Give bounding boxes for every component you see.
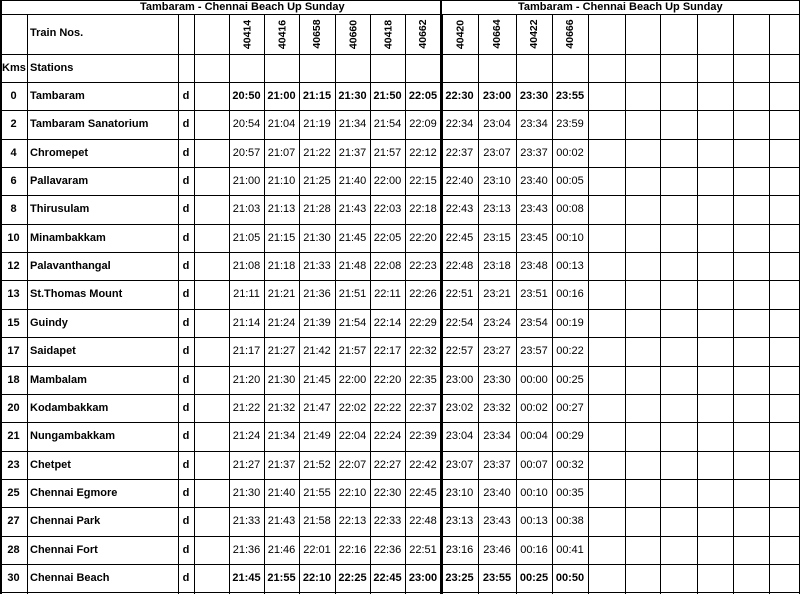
departure-time: 21:43 [267, 515, 296, 528]
departure-time: 21:11 [233, 288, 260, 301]
departure-time: 22:05 [408, 90, 438, 102]
departure-time: 22:00 [373, 175, 402, 188]
departure-time: 23:43 [483, 515, 511, 528]
departure-time: 21:19 [303, 118, 331, 131]
km-value: 8 [10, 203, 17, 216]
departure-time: 21:30 [338, 90, 367, 102]
departure-time: 23:07 [483, 146, 511, 159]
departure-time: 00:02 [556, 146, 584, 159]
departure-time: 22:25 [338, 571, 367, 584]
departure-time: 22:26 [409, 288, 437, 301]
departure-time: 21:13 [267, 203, 296, 216]
departure-time: 00:02 [520, 401, 548, 414]
train-number: 40414 [240, 19, 253, 49]
departure-time: 23:10 [445, 486, 474, 499]
stations-label: Stations [30, 62, 74, 74]
row-divider [0, 422, 800, 423]
departure-time: 20:54 [232, 118, 261, 131]
station-name: Kodambakkam [30, 401, 109, 414]
departure-time: 21:40 [338, 175, 367, 188]
departure-time: 00:13 [556, 260, 584, 273]
departure-time: 22:17 [373, 345, 402, 358]
departure-time: 21:10 [267, 175, 296, 188]
km-value: 23 [7, 458, 20, 471]
row-divider [0, 280, 800, 281]
departure-time: 23:55 [482, 571, 512, 584]
row-divider [0, 309, 800, 310]
departure-time: 23:13 [445, 515, 474, 528]
row-divider [0, 139, 800, 140]
row-divider [0, 110, 800, 111]
departure-time: 23:10 [483, 175, 511, 188]
departure-time: 22:40 [445, 175, 474, 188]
column-divider [27, 14, 28, 594]
departure-time: 23:07 [445, 458, 474, 471]
departure-time: 22:57 [445, 345, 474, 358]
departure-time: 23:21 [483, 288, 511, 301]
departure-time: 22:24 [373, 430, 402, 443]
departure-time: 21:15 [267, 231, 296, 244]
kms-label: Kms [2, 62, 26, 74]
train-number: 40664 [491, 19, 503, 49]
km-value: 28 [7, 543, 20, 556]
departure-time: 21:07 [267, 146, 296, 159]
departure-time: 21:58 [303, 515, 331, 528]
departure-time: 22:20 [409, 231, 437, 244]
departure-time: 22:48 [409, 515, 437, 528]
departure-time: 23:30 [519, 90, 549, 102]
km-value: 2 [10, 118, 17, 131]
row-divider [0, 451, 800, 452]
departure-marker: d [182, 175, 190, 188]
departure-time: 22:27 [373, 458, 402, 471]
departure-time: 21:25 [303, 175, 331, 188]
departure-time: 23:59 [556, 118, 584, 131]
departure-time: 23:40 [483, 486, 511, 499]
departure-time: 22:45 [373, 571, 402, 584]
column-divider [660, 14, 661, 594]
departure-time: 23:27 [483, 345, 511, 358]
top-border [0, 0, 800, 1]
departure-time: 21:49 [303, 430, 331, 443]
departure-time: 00:27 [556, 401, 584, 414]
train-number: 40660 [346, 19, 359, 49]
departure-time: 21:22 [232, 401, 261, 414]
departure-time: 21:00 [267, 90, 296, 102]
departure-time: 21:36 [232, 543, 261, 556]
departure-time: 22:48 [445, 260, 474, 273]
train-number: 40416 [275, 19, 288, 49]
departure-time: 00:32 [556, 458, 584, 471]
station-name: Saidapet [30, 345, 76, 358]
station-name: Pallavaram [30, 175, 89, 188]
station-name: Chetpet [30, 458, 71, 471]
departure-time: 21:00 [232, 175, 261, 188]
departure-time: 22:51 [409, 543, 437, 556]
km-value: 0 [10, 90, 17, 102]
departure-time: 21:55 [303, 486, 331, 499]
departure-time: 22:45 [445, 231, 474, 244]
departure-time: 00:35 [556, 486, 584, 499]
departure-time: 21:30 [232, 486, 261, 499]
departure-time: 23:45 [520, 231, 548, 244]
train-number: 40422 [528, 19, 540, 49]
departure-time: 21:27 [232, 458, 261, 471]
departure-time: 21:33 [303, 260, 331, 273]
departure-time: 23:16 [445, 543, 474, 556]
departure-time: 00:38 [556, 515, 584, 528]
departure-time: 22:05 [373, 231, 402, 244]
departure-time: 22:23 [409, 260, 437, 273]
departure-marker: d [182, 260, 190, 273]
km-value: 27 [7, 515, 20, 528]
departure-time: 22:03 [373, 203, 402, 216]
departure-time: 22:07 [338, 458, 367, 471]
departure-time: 23:37 [520, 146, 548, 159]
departure-time: 00:50 [555, 571, 585, 584]
row-divider [0, 366, 800, 367]
km-value: 20 [7, 401, 20, 414]
station-name: Guindy [30, 316, 68, 329]
departure-time: 21:33 [232, 515, 261, 528]
station-name: Chennai Fort [30, 543, 98, 556]
departure-marker: d [182, 288, 190, 301]
departure-time: 00:05 [556, 175, 584, 188]
departure-time: 22:04 [338, 430, 367, 443]
departure-time: 23:04 [445, 430, 474, 443]
departure-marker: d [182, 515, 190, 528]
departure-marker: d [182, 90, 190, 102]
departure-time: 22:18 [409, 203, 437, 216]
departure-time: 22:54 [445, 316, 474, 329]
departure-time: 21:54 [373, 118, 402, 131]
departure-time: 21:08 [232, 260, 261, 273]
left-title: Tambaram - Chennai Beach Up Sunday [140, 1, 345, 13]
train-number: 40418 [381, 19, 394, 49]
train-number: 40658 [311, 19, 323, 49]
departure-time: 20:57 [232, 146, 261, 159]
departure-time: 21:47 [303, 401, 331, 414]
km-value: 13 [7, 288, 20, 301]
departure-time: 22:33 [373, 515, 402, 528]
departure-time: 21:57 [373, 146, 402, 159]
row-divider [0, 394, 800, 395]
departure-time: 23:55 [555, 90, 585, 102]
row-divider [0, 536, 800, 537]
departure-time: 22:37 [409, 401, 437, 414]
station-name: Thirusulam [30, 203, 90, 216]
departure-time: 21:30 [303, 231, 331, 244]
column-divider [625, 14, 626, 594]
departure-time: 21:45 [338, 231, 367, 244]
departure-time: 23:54 [520, 316, 548, 329]
departure-time: 22:00 [338, 373, 367, 386]
departure-time: 21:51 [338, 288, 367, 301]
departure-time: 21:37 [338, 146, 367, 159]
km-value: 21 [7, 430, 20, 443]
departure-time: 21:27 [267, 345, 296, 358]
row-divider [0, 54, 800, 55]
km-value: 17 [7, 345, 20, 358]
km-value: 30 [7, 571, 20, 584]
departure-time: 23:15 [483, 231, 511, 244]
departure-time: 00:41 [556, 543, 584, 556]
departure-marker: d [182, 458, 190, 471]
departure-time: 23:00 [445, 373, 474, 386]
departure-time: 21:24 [232, 430, 261, 443]
departure-time: 23:40 [520, 175, 548, 188]
departure-time: 21:05 [232, 231, 261, 244]
row-divider [0, 224, 800, 225]
departure-time: 00:25 [519, 571, 549, 584]
departure-time: 23:34 [520, 118, 548, 131]
km-value: 4 [10, 146, 17, 159]
departure-time: 21:34 [338, 118, 367, 131]
departure-time: 23:13 [483, 203, 511, 216]
departure-time: 21:17 [232, 345, 261, 358]
departure-time: 23:57 [520, 345, 548, 358]
departure-time: 22:36 [373, 543, 402, 556]
departure-time: 22:09 [409, 118, 437, 131]
km-value: 15 [7, 316, 20, 329]
departure-time: 22:08 [373, 260, 402, 273]
departure-time: 21:30 [267, 373, 296, 386]
departure-time: 21:21 [267, 288, 296, 301]
departure-time: 00:04 [520, 430, 548, 443]
km-value: 18 [7, 373, 20, 386]
row-divider [0, 167, 800, 168]
departure-time: 23:43 [520, 203, 548, 216]
departure-time: 22:14 [373, 316, 402, 329]
train-number: 40666 [564, 19, 576, 49]
departure-time: 22:30 [373, 486, 402, 499]
departure-time: 21:04 [267, 118, 296, 131]
departure-marker: d [182, 486, 190, 499]
station-name: Chromepet [30, 146, 89, 159]
departure-time: 00:22 [556, 345, 584, 358]
departure-marker: d [182, 430, 190, 443]
departure-time: 21:14 [232, 316, 261, 329]
column-divider [194, 14, 195, 594]
km-value: 10 [7, 231, 20, 244]
departure-time: 23:18 [483, 260, 511, 273]
column-divider [769, 14, 770, 594]
departure-marker: d [182, 401, 190, 414]
departure-time: 22:20 [373, 373, 402, 386]
station-name: Chennai Park [30, 515, 101, 528]
departure-time: 22:32 [409, 345, 437, 358]
departure-time: 23:04 [483, 118, 511, 131]
departure-time: 22:35 [409, 373, 437, 386]
departure-time: 22:22 [373, 401, 402, 414]
column-divider [588, 14, 589, 594]
station-name: Tambaram [30, 90, 85, 102]
departure-time: 22:51 [445, 288, 474, 301]
departure-marker: d [182, 118, 190, 131]
station-name: Mambalam [30, 373, 87, 386]
station-name: Minambakkam [30, 231, 106, 244]
departure-time: 00:25 [556, 373, 584, 386]
departure-time: 23:32 [483, 401, 511, 414]
station-name: Chennai Egmore [30, 486, 118, 499]
departure-time: 21:43 [338, 203, 367, 216]
departure-time: 00:07 [520, 458, 548, 471]
departure-time: 23:00 [482, 90, 512, 102]
column-divider [733, 14, 734, 594]
departure-time: 22:11 [374, 288, 401, 301]
km-value: 12 [7, 260, 20, 273]
departure-time: 22:10 [338, 486, 367, 499]
departure-time: 21:50 [373, 90, 402, 102]
departure-time: 22:29 [409, 316, 437, 329]
departure-time: 22:45 [409, 486, 437, 499]
departure-marker: d [182, 571, 190, 584]
row-divider [0, 252, 800, 253]
departure-time: 21:22 [303, 146, 331, 159]
train-number: 40420 [453, 19, 466, 49]
departure-time: 21:48 [338, 260, 367, 273]
row-divider [0, 564, 800, 565]
departure-time: 22:10 [302, 571, 332, 584]
departure-time: 21:24 [267, 316, 296, 329]
departure-time: 22:12 [409, 146, 437, 159]
departure-time: 22:43 [445, 203, 474, 216]
departure-time: 23:46 [483, 543, 511, 556]
departure-time: 21:32 [267, 401, 296, 414]
departure-time: 22:42 [409, 458, 437, 471]
row-divider [0, 592, 800, 593]
station-name: Nungambakkam [30, 430, 115, 443]
row-divider [0, 82, 800, 83]
departure-time: 21:45 [303, 373, 331, 386]
departure-time: 22:34 [445, 118, 474, 131]
departure-marker: d [182, 373, 190, 386]
row-divider [0, 479, 800, 480]
departure-time: 21:28 [303, 203, 331, 216]
departure-time: 00:10 [556, 231, 584, 244]
departure-marker: d [182, 316, 190, 329]
departure-time: 21:55 [267, 571, 296, 584]
departure-time: 23:25 [445, 571, 474, 584]
column-divider [697, 14, 698, 594]
departure-time: 22:37 [445, 146, 474, 159]
station-name: Palavanthangal [30, 260, 111, 273]
departure-time: 22:39 [409, 430, 437, 443]
departure-time: 22:01 [303, 543, 331, 556]
departure-time: 22:30 [445, 90, 474, 102]
departure-time: 00:13 [520, 515, 548, 528]
departure-time: 22:02 [338, 401, 367, 414]
departure-time: 23:37 [483, 458, 511, 471]
departure-time: 22:13 [338, 515, 367, 528]
departure-marker: d [182, 345, 190, 358]
row-divider [0, 337, 800, 338]
departure-marker: d [182, 203, 190, 216]
departure-time: 21:03 [232, 203, 261, 216]
departure-time: 21:45 [232, 571, 261, 584]
departure-time: 21:39 [303, 316, 331, 329]
departure-time: 23:00 [408, 571, 438, 584]
departure-time: 21:36 [303, 288, 331, 301]
departure-marker: d [182, 543, 190, 556]
departure-time: 23:51 [520, 288, 548, 301]
departure-time: 21:37 [267, 458, 296, 471]
departure-time: 00:10 [520, 486, 548, 499]
km-value: 6 [10, 175, 17, 188]
departure-time: 00:16 [520, 543, 548, 556]
departure-time: 22:15 [409, 175, 437, 188]
departure-marker: d [182, 146, 190, 159]
station-name: St.Thomas Mount [30, 288, 123, 301]
train-nos-label: Train Nos. [30, 27, 84, 39]
departure-time: 21:46 [267, 543, 296, 556]
station-name: Chennai Beach [30, 571, 110, 584]
departure-time: 23:02 [445, 401, 474, 414]
departure-time: 22:16 [338, 543, 367, 556]
departure-time: 21:15 [302, 90, 332, 102]
departure-time: 00:19 [556, 316, 584, 329]
departure-time: 21:57 [338, 345, 367, 358]
departure-time: 21:52 [303, 458, 331, 471]
departure-time: 21:54 [338, 316, 367, 329]
departure-time: 21:40 [267, 486, 296, 499]
departure-time: 23:34 [483, 430, 511, 443]
departure-time: 21:18 [267, 260, 296, 273]
right-title: Tambaram - Chennai Beach Up Sunday [518, 1, 723, 13]
departure-marker: d [182, 231, 190, 244]
departure-time: 00:08 [556, 203, 584, 216]
departure-time: 23:24 [483, 316, 511, 329]
row-divider [0, 195, 800, 196]
station-name: Tambaram Sanatorium [30, 118, 149, 131]
train-number: 40662 [417, 19, 429, 49]
km-value: 25 [7, 486, 20, 499]
departure-time: 23:48 [520, 260, 548, 273]
departure-time: 23:30 [483, 373, 511, 386]
departure-time: 21:42 [303, 345, 331, 358]
departure-time: 21:34 [267, 430, 296, 443]
departure-time: 00:00 [520, 373, 548, 386]
departure-time: 21:20 [232, 373, 261, 386]
departure-time: 20:50 [232, 90, 261, 102]
departure-time: 00:16 [556, 288, 584, 301]
row-divider [0, 507, 800, 508]
departure-time: 00:29 [556, 430, 584, 443]
